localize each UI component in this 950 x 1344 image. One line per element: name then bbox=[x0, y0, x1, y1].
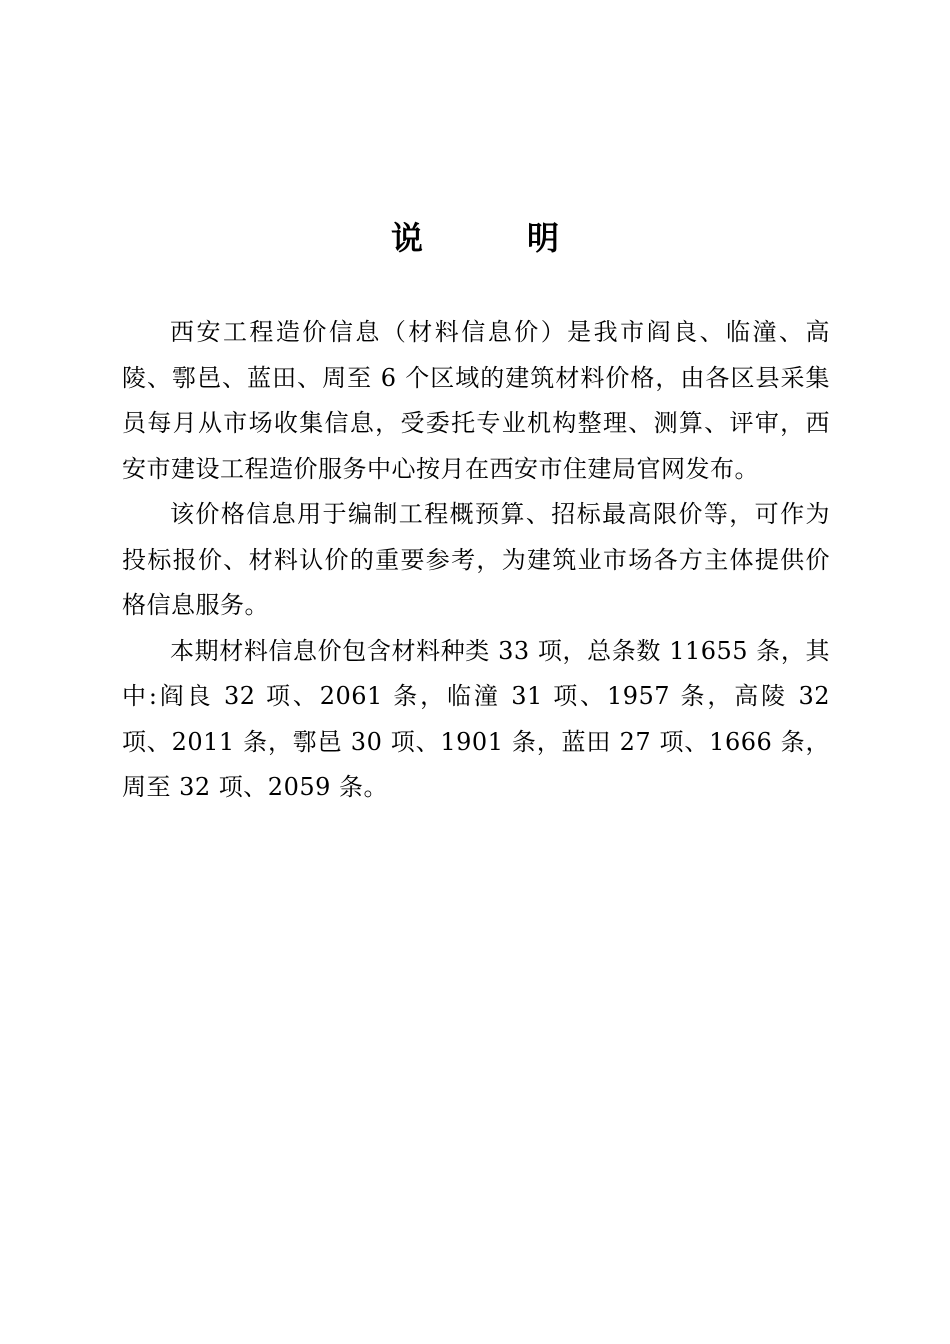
paragraph-usage: 该价格信息用于编制工程概预算、招标最高限价等，可作为投标报价、材料认价的重要参考，为建筑业市场各方主体提供价格信息服务。 bbox=[122, 500, 830, 619]
paragraph-statistics: 本期材料信息价包含材料种类 33 项，总条数 11655 条，其中:阎良 32 项、2061 条，临潼 31 项、1957 条，高陵 32 项、2011 条，鄠邑 30 项、1901 条，蓝田 27 项、1666 条，周至 32 项、2059 条。 bbox=[122, 636, 830, 801]
document-body bbox=[122, 310, 830, 811]
document-title: 说 明 bbox=[390, 219, 595, 257]
paragraph-intro: 西安工程造价信息（材料信息价）是我市阎良、临潼、高陵、鄠邑、蓝田、周至 6 个区域的建筑材料价格，由各区县采集员每月从市场收集信息，受委托专业机构整理、测算、评审，西安市建设工程造价服务中心按月在西安市住建局官网发布。 bbox=[122, 318, 830, 483]
